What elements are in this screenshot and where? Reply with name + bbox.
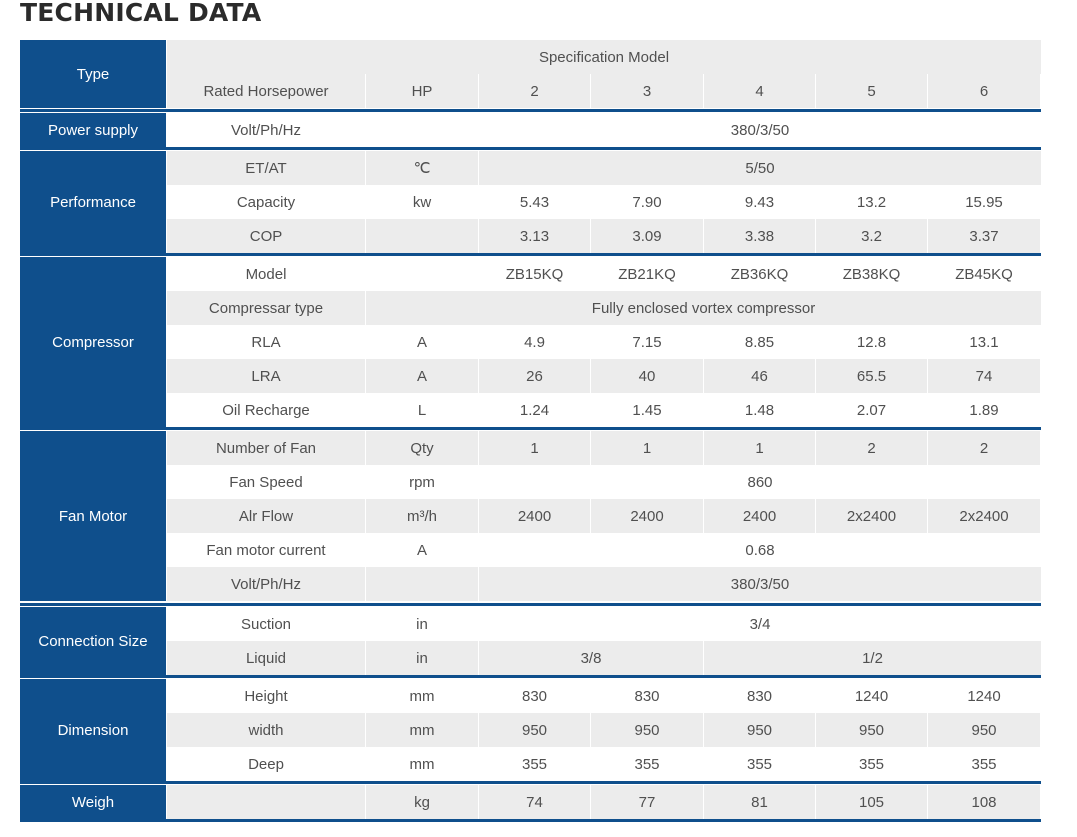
merged-value: 5/50	[479, 151, 1041, 185]
value-cell: 13.1	[928, 325, 1040, 359]
value-cell: 1	[591, 431, 703, 465]
value-cell: 9.43	[704, 185, 815, 219]
group-divider	[20, 147, 1041, 150]
param-label: Model	[167, 257, 365, 291]
value-cell: 40	[591, 359, 703, 393]
model-hp-header: 4	[704, 74, 815, 108]
value-cell: 77	[591, 785, 703, 819]
unit-cell: rpm	[366, 465, 478, 499]
value-cell: 950	[704, 713, 815, 747]
merged-value: 0.68	[479, 533, 1041, 567]
value-cell: 830	[591, 679, 703, 713]
value-cell: 355	[816, 747, 927, 781]
merged-value: Fully enclosed vortex compressor	[366, 291, 1041, 325]
value-cell: 15.95	[928, 185, 1040, 219]
split-value: 3/8	[479, 641, 703, 675]
group-divider	[20, 427, 1041, 430]
value-cell: 830	[479, 679, 590, 713]
param-label: ET/AT	[167, 151, 365, 185]
param-label: COP	[167, 219, 365, 253]
value-cell: 3.38	[704, 219, 815, 253]
param-label: Height	[167, 679, 365, 713]
unit-cell: ℃	[366, 151, 478, 185]
value-cell: 74	[928, 359, 1040, 393]
value-cell: 2400	[479, 499, 590, 533]
group-divider	[20, 109, 1041, 112]
unit-cell: A	[366, 359, 478, 393]
model-hp-header: 2	[479, 74, 590, 108]
value-cell: ZB36KQ	[704, 257, 815, 291]
value-cell: 26	[479, 359, 590, 393]
param-label: width	[167, 713, 365, 747]
value-cell: 12.8	[816, 325, 927, 359]
category-dimension: Dimension	[20, 679, 166, 781]
specification-model-header: Specification Model	[167, 40, 1041, 74]
param-label: RLA	[167, 325, 365, 359]
unit-cell: in	[366, 607, 478, 641]
param-label: Liquid	[167, 641, 365, 675]
value-cell: ZB45KQ	[928, 257, 1040, 291]
unit-cell: A	[366, 325, 478, 359]
merged-value: 3/4	[479, 607, 1041, 641]
value-cell: 5.43	[479, 185, 590, 219]
group-divider	[20, 603, 1041, 606]
unit-cell: mm	[366, 679, 478, 713]
value-cell: 2x2400	[816, 499, 927, 533]
group-divider	[20, 819, 1041, 822]
value-cell: 830	[704, 679, 815, 713]
unit-cell: kg	[366, 785, 478, 819]
value-cell: 950	[591, 713, 703, 747]
merged-value: 860	[479, 465, 1041, 499]
value-cell: 950	[479, 713, 590, 747]
param-label	[167, 785, 365, 819]
param-label: Volt/Ph/Hz	[167, 113, 365, 147]
param-label: Fan Speed	[167, 465, 365, 499]
value-cell: 13.2	[816, 185, 927, 219]
value-cell: ZB38KQ	[816, 257, 927, 291]
value-cell: 1.89	[928, 393, 1040, 427]
value-cell: 2x2400	[928, 499, 1040, 533]
category-compressor: Compressor	[20, 257, 166, 427]
param-label: Alr Flow	[167, 499, 365, 533]
value-cell: 8.85	[704, 325, 815, 359]
model-hp-header: 5	[816, 74, 927, 108]
value-cell: 1240	[928, 679, 1040, 713]
param-label: Oil Recharge	[167, 393, 365, 427]
value-cell: 65.5	[816, 359, 927, 393]
value-cell: 1.24	[479, 393, 590, 427]
model-hp-header: 6	[928, 74, 1040, 108]
unit-cell	[366, 113, 478, 147]
value-cell: 2	[816, 431, 927, 465]
value-cell: 108	[928, 785, 1040, 819]
param-label: Capacity	[167, 185, 365, 219]
category-performance: Performance	[20, 151, 166, 253]
value-cell: 46	[704, 359, 815, 393]
param-label: Compressar type	[167, 291, 365, 325]
value-cell: 1.45	[591, 393, 703, 427]
group-divider	[20, 253, 1041, 256]
unit-cell: m³/h	[366, 499, 478, 533]
value-cell: 1	[479, 431, 590, 465]
value-cell: ZB21KQ	[591, 257, 703, 291]
value-cell: 2400	[704, 499, 815, 533]
type-header: Type	[20, 40, 166, 108]
hp-unit: HP	[366, 74, 478, 108]
value-cell: 3.13	[479, 219, 590, 253]
value-cell: 2.07	[816, 393, 927, 427]
split-value: 1/2	[704, 641, 1041, 675]
merged-value: 380/3/50	[479, 567, 1041, 601]
param-label: Fan motor current	[167, 533, 365, 567]
category-power-supply: Power supply	[20, 113, 166, 147]
value-cell: 3.09	[591, 219, 703, 253]
value-cell: 355	[704, 747, 815, 781]
value-cell: 950	[816, 713, 927, 747]
value-cell: 1.48	[704, 393, 815, 427]
unit-cell	[366, 567, 478, 601]
page-title: TECHNICAL DATA	[20, 0, 262, 27]
param-label: Suction	[167, 607, 365, 641]
unit-cell	[366, 257, 478, 291]
value-cell: 355	[928, 747, 1040, 781]
value-cell: 1	[704, 431, 815, 465]
value-cell: 7.15	[591, 325, 703, 359]
value-cell: 1240	[816, 679, 927, 713]
group-divider	[20, 781, 1041, 784]
unit-cell: in	[366, 641, 478, 675]
value-cell: 2400	[591, 499, 703, 533]
value-cell: 355	[479, 747, 590, 781]
value-cell: 3.2	[816, 219, 927, 253]
category-weigh: Weigh	[20, 785, 166, 819]
unit-cell: A	[366, 533, 478, 567]
model-hp-header: 3	[591, 74, 703, 108]
param-label: Number of Fan	[167, 431, 365, 465]
unit-cell	[366, 219, 478, 253]
value-cell: 81	[704, 785, 815, 819]
param-label: LRA	[167, 359, 365, 393]
value-cell: 4.9	[479, 325, 590, 359]
category-connection-size: Connection Size	[20, 607, 166, 675]
unit-cell: kw	[366, 185, 478, 219]
group-divider	[20, 675, 1041, 678]
unit-cell: mm	[366, 713, 478, 747]
value-cell: ZB15KQ	[479, 257, 590, 291]
param-label: Volt/Ph/Hz	[167, 567, 365, 601]
value-cell: 105	[816, 785, 927, 819]
value-cell: 355	[591, 747, 703, 781]
value-cell: 7.90	[591, 185, 703, 219]
category-fan-motor: Fan Motor	[20, 431, 166, 601]
value-cell: 3.37	[928, 219, 1040, 253]
param-label: Deep	[167, 747, 365, 781]
unit-cell: Qty	[366, 431, 478, 465]
value-cell: 74	[479, 785, 590, 819]
rated-horsepower-label: Rated Horsepower	[167, 74, 365, 108]
merged-value: 380/3/50	[479, 113, 1041, 147]
value-cell: 950	[928, 713, 1040, 747]
value-cell: 2	[928, 431, 1040, 465]
unit-cell: mm	[366, 747, 478, 781]
unit-cell: L	[366, 393, 478, 427]
